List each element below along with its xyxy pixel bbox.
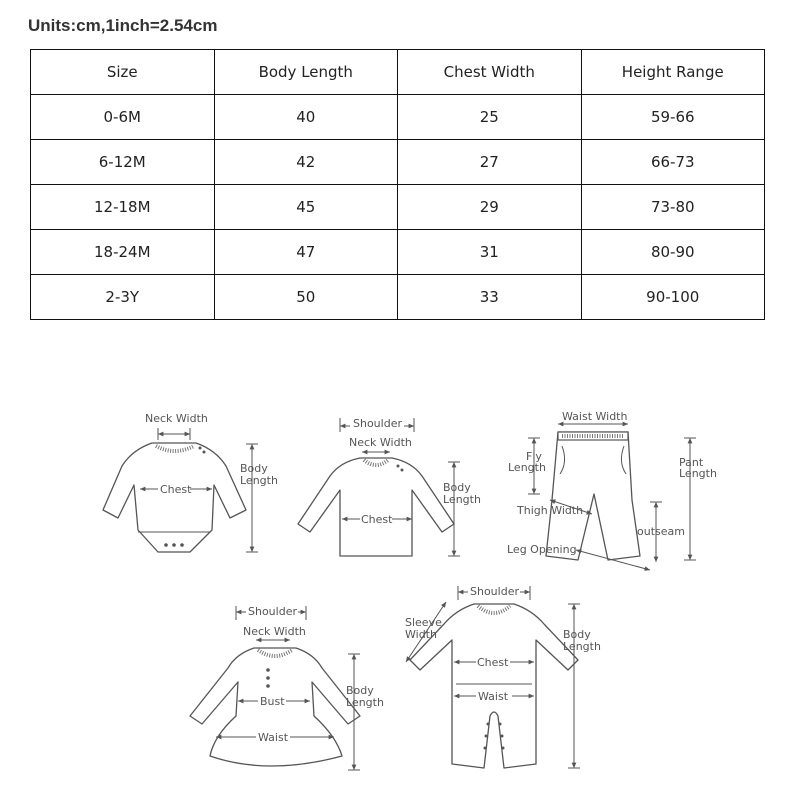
shirt-shoulder-label: Shoulder [353, 417, 402, 430]
pants-diagram [507, 410, 717, 570]
dress-body-length-label: Body Length [346, 684, 384, 709]
pants-thigh-width-label: Thigh Width [517, 504, 584, 517]
jumpsuit-diagram [405, 585, 601, 768]
cell-chest-width: 27 [398, 140, 582, 185]
cell-chest-width: 31 [398, 230, 582, 275]
jumpsuit-chest-label: Chest [477, 656, 509, 669]
cell-chest-width: 25 [398, 95, 582, 140]
jumpsuit-sleeve-width-label: Sleeve Width [405, 616, 442, 641]
cell-size: 6-12M [31, 140, 215, 185]
cell-body-length: 45 [214, 185, 398, 230]
shirt-chest-label: Chest [361, 513, 393, 526]
romper-chest-label: Chest [160, 483, 192, 496]
cell-body-length: 47 [214, 230, 398, 275]
shirt-body-length-label: Body Length [443, 481, 481, 506]
jumpsuit-shoulder-label: Shoulder [470, 585, 519, 598]
cell-chest-width: 29 [398, 185, 582, 230]
units-note: Units:cm,1inch=2.54cm [28, 16, 218, 35]
header-chest-width: Chest Width [398, 50, 582, 95]
cell-body-length: 42 [214, 140, 398, 185]
pants-leg-opening-label: Leg Opening [507, 543, 577, 556]
pants-outseam-label: outseam [637, 525, 685, 538]
pants-outline [546, 432, 640, 560]
romper-body-length-label: Body Length [240, 462, 278, 487]
cell-size: 18-24M [31, 230, 215, 275]
dress-waist-label: Waist [258, 731, 289, 744]
pants-pant-length-label: Pant Length [679, 456, 717, 480]
header-height-range: Height Range [581, 50, 765, 95]
romper-diagram [103, 412, 278, 552]
dress-bust-label: Bust [260, 695, 285, 708]
romper-neck-width-label: Neck Width [145, 412, 208, 425]
cell-height-range: 73-80 [581, 185, 765, 230]
jumpsuit-body-length-label: Body Length [563, 628, 601, 653]
cell-height-range: 90-100 [581, 275, 765, 320]
pants-fly-length-label: Fly Length [508, 450, 546, 474]
cell-size: 2-3Y [31, 275, 215, 320]
shirt-outline [298, 458, 454, 556]
dress-diagram [190, 605, 384, 770]
cell-body-length: 40 [214, 95, 398, 140]
cell-chest-width: 33 [398, 275, 582, 320]
header-body-length: Body Length [214, 50, 398, 95]
cell-size: 0-6M [31, 95, 215, 140]
header-size: Size [31, 50, 215, 95]
dress-shoulder-label: Shoulder [248, 605, 297, 618]
cell-height-range: 80-90 [581, 230, 765, 275]
cell-height-range: 59-66 [581, 95, 765, 140]
shirt-neck-width-label: Neck Width [349, 436, 412, 449]
cell-body-length: 50 [214, 275, 398, 320]
pants-waist-width-label: Waist Width [562, 410, 628, 423]
cell-size: 12-18M [31, 185, 215, 230]
shirt-diagram [298, 417, 481, 556]
jumpsuit-waist-label: Waist [478, 690, 509, 703]
romper-outline [103, 443, 246, 552]
dress-neck-width-label: Neck Width [243, 625, 306, 638]
cell-height-range: 66-73 [581, 140, 765, 185]
